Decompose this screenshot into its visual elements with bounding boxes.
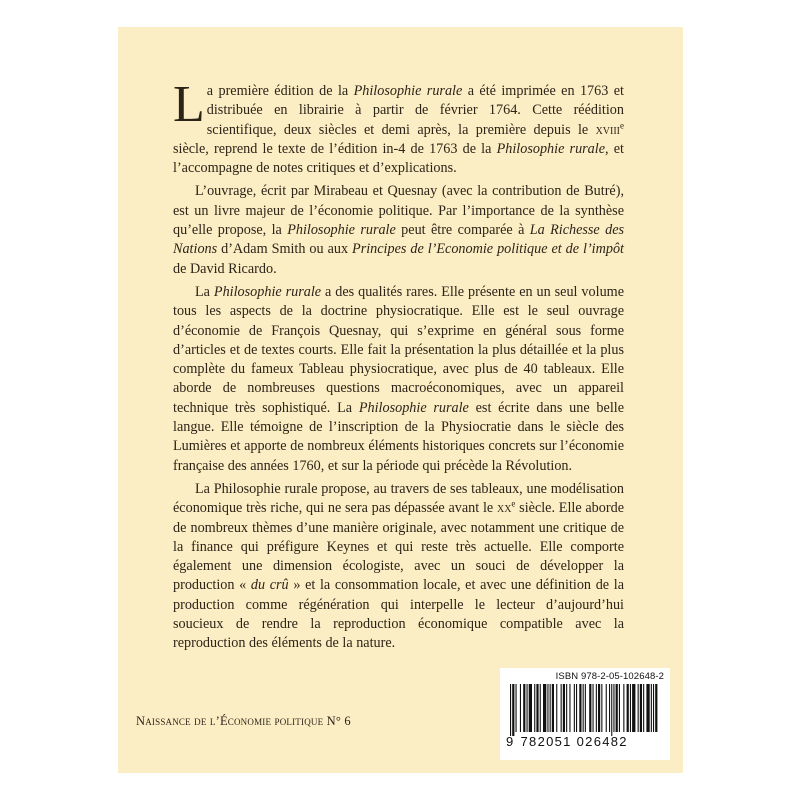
barcode-bar (598, 684, 600, 732)
text-segment: Philosophie rurale (213, 283, 322, 300)
barcode-bar (627, 684, 629, 732)
barcode-bar (550, 684, 551, 732)
barcode-bar (576, 684, 577, 732)
barcode-left-digits: 782051 (520, 734, 572, 749)
barcode-bar (563, 684, 565, 732)
text-segment: e (511, 498, 516, 509)
barcode-bar (552, 684, 554, 732)
barcode-digits (506, 735, 664, 749)
barcode-bar (529, 684, 532, 732)
barcode-bar (630, 684, 631, 732)
barcode-bar (596, 684, 597, 732)
barcode-box (500, 668, 670, 760)
barcode-bar (527, 684, 528, 732)
text-segment: siècle, reprend le texte de l’édition in-4 de 1763 de la (173, 140, 497, 157)
barcode-bar (574, 684, 575, 732)
barcode-bar (653, 684, 654, 732)
barcode-bar (547, 684, 548, 732)
back-cover (118, 27, 683, 773)
barcode-bar (655, 684, 657, 732)
barcode-bar (640, 684, 642, 732)
barcode-bar (569, 684, 570, 732)
series-label: Naissance de l’Économie politique N° 6 (136, 714, 351, 728)
barcode-bar (619, 684, 620, 732)
text-segment: de David Ricardo. (173, 260, 277, 277)
barcode-bar (579, 684, 581, 732)
paragraph-1 (173, 76, 624, 178)
barcode-lead-digit: 9 (506, 734, 515, 749)
barcode-bar (585, 684, 586, 732)
barcode-bar (638, 684, 639, 732)
blurb-text (173, 76, 625, 658)
barcode-bar (646, 684, 649, 732)
barcode-bar (632, 684, 635, 732)
text-segment: est écrite dans une belle langue. Elle témoigne de l’inscription de la Physiocratie dans le siècle des Lumières et apporte de nombreux éléments historiques concrets sur l’économie française des années 1760, et sur la période qui précède la Révolution. (173, 399, 625, 474)
barcode-bar (540, 684, 541, 732)
barcode-bar (523, 684, 525, 732)
text-segment: du crû (250, 577, 289, 594)
text-segment: e (620, 119, 624, 130)
text-segment: peut être comparée à (395, 222, 530, 239)
barcode-bar (536, 684, 538, 732)
barcode-bar (566, 684, 567, 732)
barcode-bar (613, 684, 614, 732)
text-segment: Philosophie rurale (353, 83, 463, 99)
barcode-bar (589, 684, 591, 732)
text-segment: , et l’accompagne de notes critiques et d’explications. (173, 140, 624, 177)
paragraph-2 (173, 182, 624, 278)
text-segment: a été imprimée en 1763 et distribuée en librairie à partir de février 1764. Cette réédition scientifique, deux siècles et demi après, la première depuis le (206, 83, 624, 138)
text-segment: L’ouvrage, écrit par Mirabeau et Quesnay (avec la contribution de Butré), est un livre majeur de l’économie politique. Par l’importance de la synthèse qu’elle propose, la (173, 183, 624, 239)
barcode-bar (583, 684, 584, 732)
barcode-bar (543, 684, 546, 732)
barcode-bar (651, 684, 652, 732)
text-segment: Philosophie rurale (358, 399, 469, 416)
barcode-bar (609, 684, 610, 732)
paragraph-3 (173, 283, 624, 476)
text-segment: La (195, 283, 214, 300)
text-segment: Philosophie rurale (496, 140, 606, 157)
barcode-bar (616, 684, 618, 732)
barcode-bar (520, 684, 521, 732)
text-segment: xx (496, 500, 512, 517)
text-segment: Principes de l’Economie politique et de l’impôt (352, 241, 624, 258)
barcode-icon (506, 684, 664, 736)
barcode-bar (561, 684, 562, 732)
barcode-bar (606, 684, 607, 732)
barcode-bar (611, 684, 612, 736)
paragraph-4 (173, 480, 624, 654)
text-segment: a des qualités rares. Elle présente en un seul volume tous les aspects de la doctrine physiocratique. Elle est le seul ouvrage d’économie de François Quesnay, qui s’exprime en général sous forme d’articles et de textes courts. Elle fait la présentation la plus détaillée et la plus complète du fameux Tableau physiocratique, avec plus de 40 tableaux. Elle aborde de nombreuses questions macroéconomiques, avec un appareil technique très sophistiqué. La (173, 283, 624, 416)
barcode-bar (510, 684, 511, 736)
text-segment: La Philosophie rurale propose, au travers de ses tableaux, une modélisation économique très riche, qui ne sera pas dépassée avant le (173, 480, 624, 517)
barcode-bar (556, 684, 557, 732)
text-segment: » et la consommation locale, et avec une définition de la production comme régénération qui interpelle le lecteur d’aujourd’hui soucieux de rendre la reproduction économique compatible avec la reproduction des éléments de la nature. (173, 577, 624, 652)
barcode-bar (643, 684, 644, 732)
barcode-bar (516, 684, 517, 732)
barcode-bar (623, 684, 624, 732)
text-segment: La Richesse des Nations (173, 222, 625, 258)
isbn-text: ISBN 978-2-05-102648-2 (555, 671, 664, 682)
barcode-bar (512, 684, 514, 736)
text-segment: a première édition de la (206, 83, 354, 99)
text-segment: siècle. Elle aborde de nombreux thèmes d’une manière originale, avec notamment une critique de la finance qui préfigure Keynes et qui reste très actuelle. Elle comporte également une dimension écologiste, avec un souci de développer la production « (173, 500, 624, 594)
barcode-bar (593, 684, 594, 732)
barcode-right-digits: 026482 (576, 734, 628, 749)
barcode-bar (601, 684, 602, 732)
text-segment: d’Adam Smith ou aux (217, 241, 353, 258)
text-segment: xviii (595, 121, 620, 138)
text-segment: Philosophie rurale (287, 222, 396, 239)
barcode-bar (534, 684, 535, 732)
dropcap: L (173, 76, 205, 133)
